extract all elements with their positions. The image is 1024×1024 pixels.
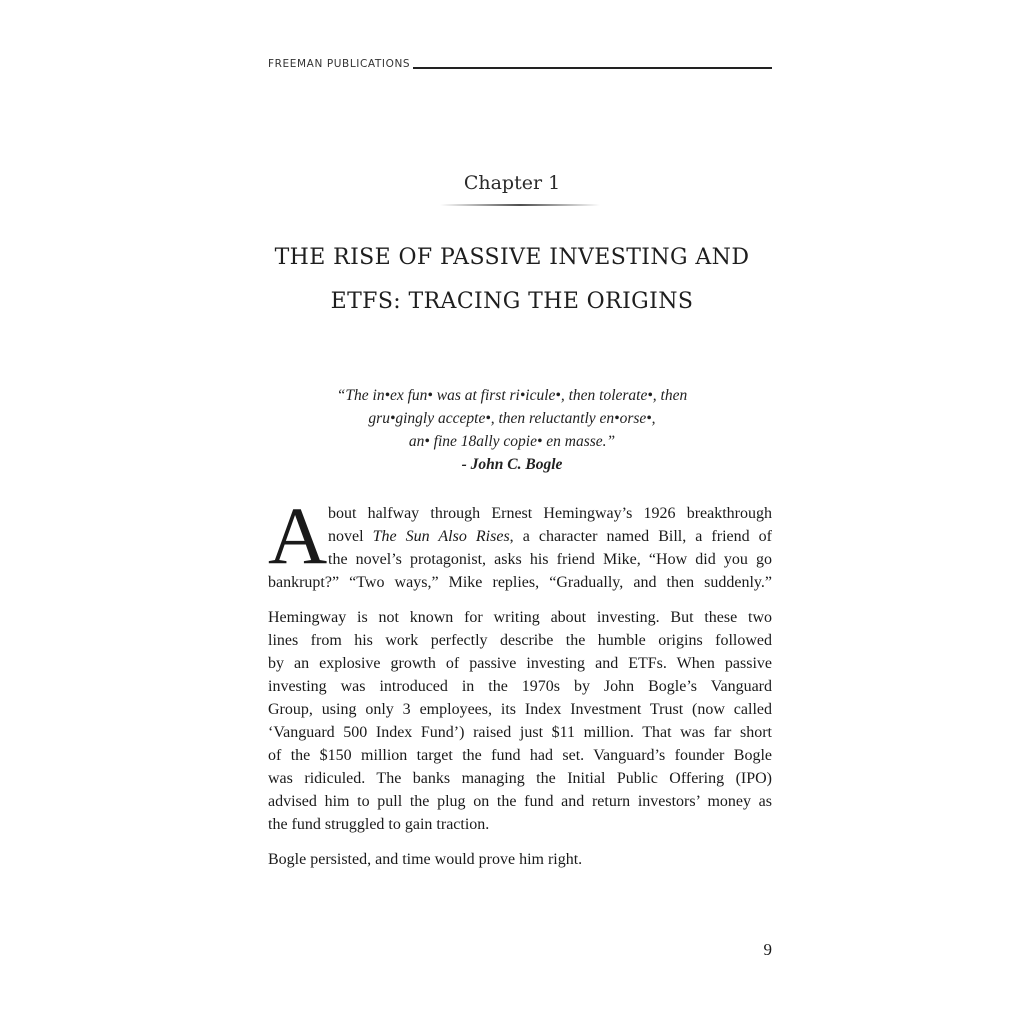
paragraph-line: novel The Sun Also Rises, a character named Bill, a friend of (328, 528, 772, 545)
paragraph-line: ‘Vanguard 500 Index Fund’) raised just $11 million. That was far short (268, 724, 772, 741)
paragraph-line: the fund struggled to gain traction. (268, 816, 490, 833)
paragraph-line: was ridiculed. The banks managing the Initial Public Offering (IPO) (268, 770, 772, 787)
paragraph-line: of the $150 million target the fund had set. Vanguard’s founder Bogle (268, 747, 772, 764)
paragraph-hemingway (268, 606, 772, 836)
book-title: The Sun Also Rises (372, 528, 510, 545)
epigraph-quote (0, 384, 1024, 476)
paragraph-intro (268, 490, 772, 594)
paragraph-bogle (268, 848, 772, 871)
chapter-label: Chapter 1 (463, 172, 561, 194)
chapter-divider (440, 204, 600, 206)
paragraph-line: advised him to pull the plug on the fund and return investors’ money as (268, 793, 772, 810)
paragraph-line: Hemingway is not known for writing about investing. But these two (268, 609, 772, 626)
paragraph-line: Bogle persisted, and time would prove him right. (268, 851, 583, 868)
paragraph-line: bankrupt?” “Two ways,” Mike replies, “Gradually, and then suddenly.” (268, 574, 772, 591)
body-text (268, 490, 772, 883)
epigraph-line: an• fine 18ally copie• en masse.” (408, 433, 616, 450)
chapter-title-line: ETFS: TRACING THE ORIGINS (330, 289, 694, 314)
epigraph-line: “The in•ex fun• was at first ri•icule•, then tolerate•, then (336, 387, 688, 404)
paragraph-line: bout halfway through Ernest Hemingway’s 1926 breakthrough (328, 505, 772, 522)
epigraph-attribution: - John C. Bogle (461, 456, 563, 473)
paragraph-line: investing was introduced in the 1970s by John Bogle’s Vanguard (268, 678, 772, 695)
running-head (268, 58, 772, 70)
paragraph-line: Group, using only 3 employees, its Index Investment Trust (now called (268, 701, 772, 718)
drop-cap: A (268, 490, 328, 581)
page-number: 9 (763, 940, 772, 959)
epigraph-line: gru•gingly accepte•, then reluctantly en•orse•, (368, 410, 656, 427)
chapter-title-line: THE RISE OF PASSIVE INVESTING AND (274, 245, 750, 270)
chapter-title (0, 236, 1024, 324)
paragraph-line: the novel’s protagonist, asks his friend Mike, “How did you go (328, 551, 772, 568)
running-head-text: FREEMAN PUBLICATIONS (268, 58, 411, 70)
running-head-rule (413, 67, 772, 69)
paragraph-line: by an explosive growth of passive investing and ETFs. When passive (268, 655, 772, 672)
paragraph-line: lines from his work perfectly describe the humble origins followed (268, 632, 772, 649)
